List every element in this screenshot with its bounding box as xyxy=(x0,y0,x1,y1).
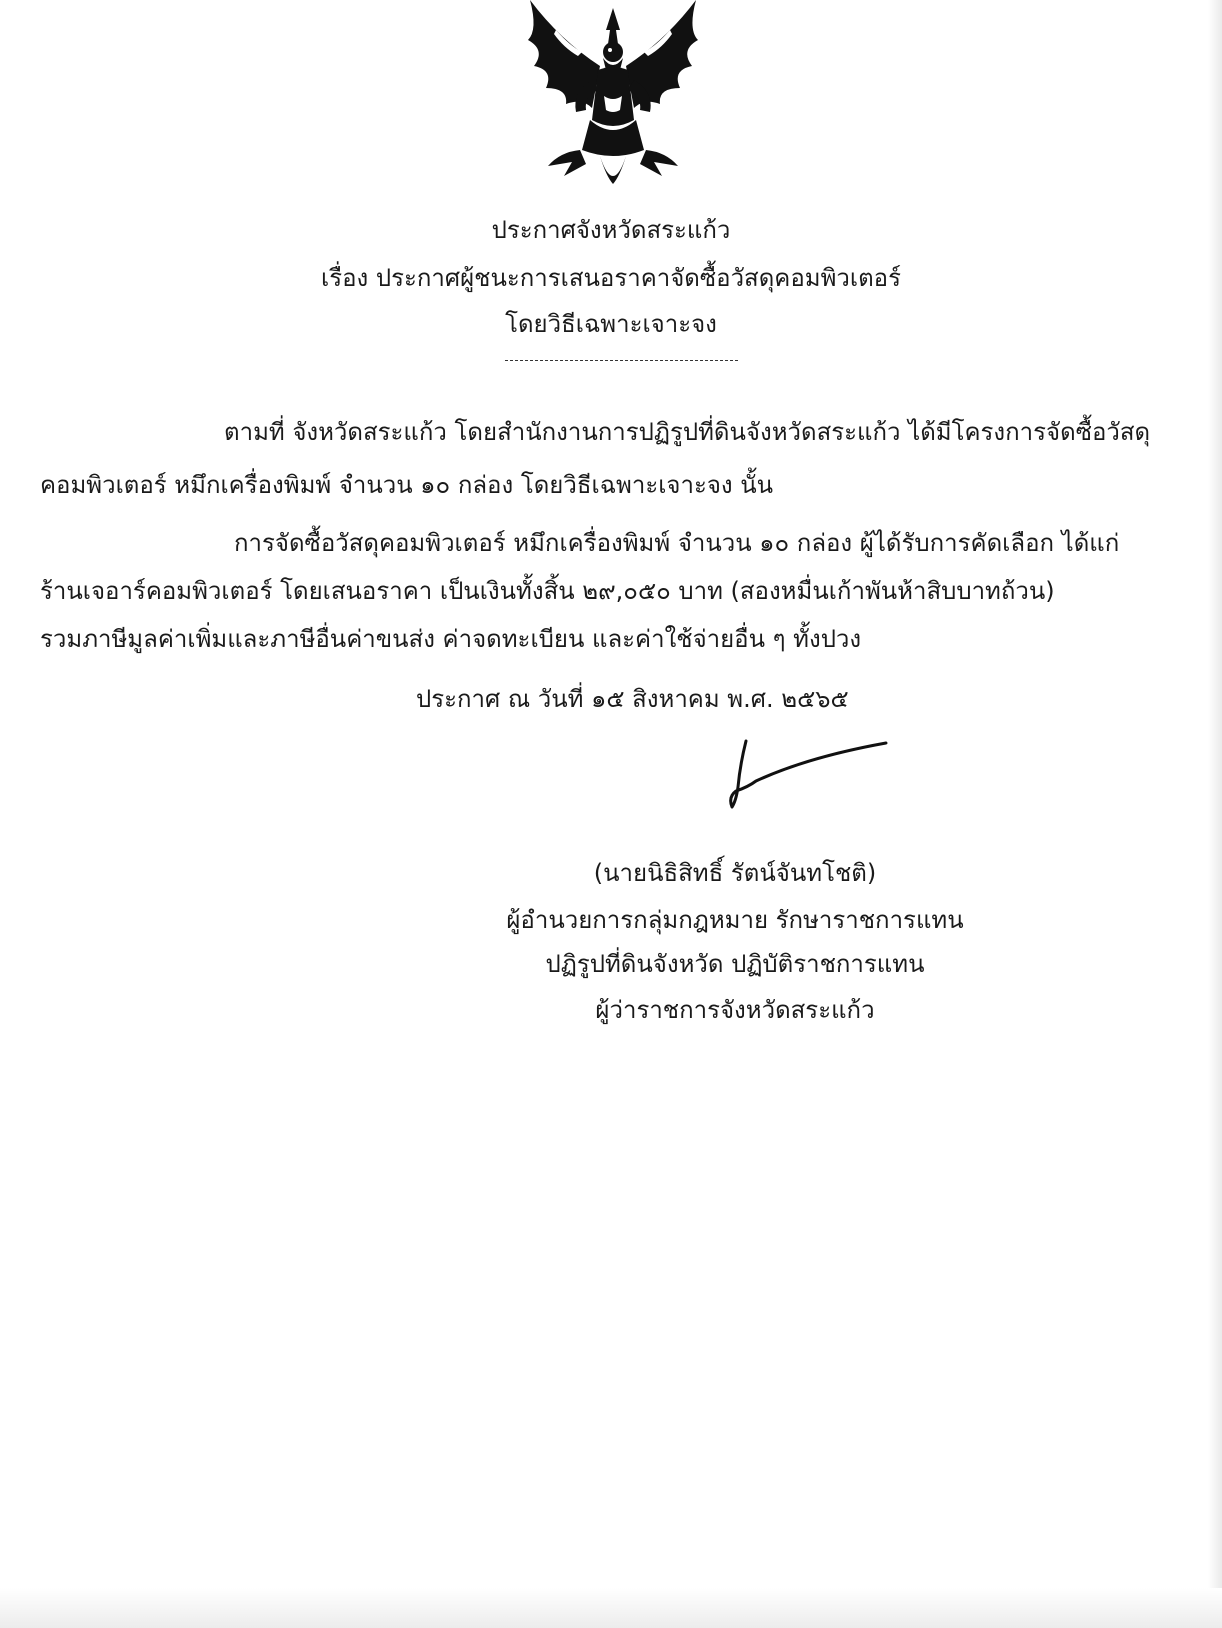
handwritten-signature xyxy=(718,735,893,815)
paragraph-2-line-2: ร้านเจอาร์คอมพิวเตอร์ โดยเสนอราคา เป็นเงินทั้งสิ้น ๒๙,๐๕๐ บาท (สองหมื่นเก้าพันห้าสิบบาทถ้วน) xyxy=(40,577,1055,605)
paragraph-2-line-1: การจัดซื้อวัสดุคอมพิวเตอร์ หมึกเครื่องพิมพ์ จำนวน ๑๐ กล่อง ผู้ได้รับการคัดเลือก ได้แก่ xyxy=(234,529,1120,557)
paragraph-1-line-2: คอมพิวเตอร์ หมึกเครื่องพิมพ์ จำนวน ๑๐ กล่อง โดยวิธีเฉพาะเจาะจง นั้น xyxy=(40,471,774,499)
garuda-emblem-icon xyxy=(520,0,706,196)
title-separator xyxy=(505,360,738,361)
scan-shadow-bottom xyxy=(0,1588,1222,1628)
procurement-method: โดยวิธีเฉพาะเจาะจง xyxy=(505,310,717,338)
announcement-subject: เรื่อง ประกาศผู้ชนะการเสนอราคาจัดซื้อวัสดุคอมพิวเตอร์ xyxy=(321,264,901,292)
signatory-position-1: ผู้อำนวยการกลุ่มกฎหมาย รักษาราชการแทน xyxy=(506,906,964,934)
announcement-title: ประกาศจังหวัดสระแก้ว xyxy=(491,216,731,244)
scan-shadow-right xyxy=(1208,0,1222,1628)
signatory-position-3: ผู้ว่าราชการจังหวัดสระแก้ว xyxy=(595,996,875,1024)
announcement-date: ประกาศ ณ วันที่ ๑๕ สิงหาคม พ.ศ. ๒๕๖๕ xyxy=(416,685,849,713)
signatory-name: (นายนิธิสิทธิ์ รัตน์จันทโชติ) xyxy=(593,859,877,887)
signatory-position-2: ปฏิรูปที่ดินจังหวัด ปฏิบัติราชการแทน xyxy=(545,950,925,978)
paragraph-1-line-1: ตามที่ จังหวัดสระแก้ว โดยสำนักงานการปฏิรูปที่ดินจังหวัดสระแก้ว ได้มีโครงการจัดซื้อวัสดุ xyxy=(224,418,1151,446)
paragraph-2-line-3: รวมภาษีมูลค่าเพิ่มและภาษีอื่นค่าขนส่ง ค่าจดทะเบียน และค่าใช้จ่ายอื่น ๆ ทั้งปวง xyxy=(40,625,862,653)
